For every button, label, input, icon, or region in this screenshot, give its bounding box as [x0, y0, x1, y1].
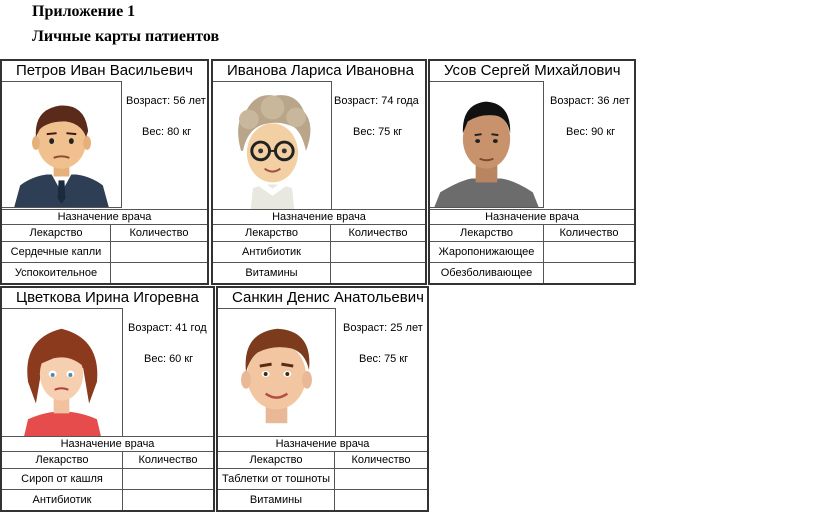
patient-name: Цветкова Ирина Игоревна: [16, 289, 199, 306]
quantity-column-header: Количество: [543, 225, 634, 241]
patient-name: Усов Сергей Михайлович: [444, 62, 621, 79]
table-row: [2, 489, 213, 510]
medicine-cell: Антибиотик: [242, 246, 301, 258]
patient-weight: Вес: 90 кг: [566, 126, 616, 138]
patient-age: Возраст: 25 лет: [343, 322, 423, 334]
appendix-title: Приложение 1: [32, 3, 136, 20]
quantity-cell[interactable]: [110, 263, 207, 283]
table-column-headers: [213, 224, 425, 241]
patient-photo: [2, 308, 123, 437]
patient-card-petrov: [0, 59, 209, 285]
quantity-column-header: Количество: [110, 225, 207, 241]
patient-card-tsvetkova: [0, 286, 215, 512]
table-row: [2, 262, 207, 283]
patient-weight: Вес: 60 кг: [144, 353, 194, 365]
prescription-table: [218, 436, 427, 510]
quantity-cell[interactable]: [543, 263, 634, 283]
patient-card-usov: [428, 59, 636, 285]
patient-card-ivanova: [211, 59, 427, 285]
patient-age: Возраст: 74 года: [334, 95, 419, 107]
prescription-header: Назначение врача: [430, 209, 634, 224]
patient-photo: [213, 81, 332, 210]
table-row: [2, 241, 207, 262]
quantity-column-header: Количество: [122, 452, 213, 468]
table-column-headers: [2, 224, 207, 241]
patient-age: Возраст: 56 лет: [126, 95, 206, 107]
woman-brown-bob-avatar-icon: [2, 309, 122, 436]
medicine-cell: Таблетки от тошноты: [221, 473, 331, 485]
medicine-cell: Витамины: [245, 267, 298, 279]
young-man-brown-hair-avatar-icon: [218, 309, 335, 436]
table-row: [218, 489, 427, 510]
patient-weight: Вес: 75 кг: [359, 353, 409, 365]
patient-card-sankin: [216, 286, 429, 512]
quantity-cell[interactable]: [330, 263, 425, 283]
patient-age: Возраст: 41 год: [128, 322, 207, 334]
patient-weight: Вес: 80 кг: [142, 126, 192, 138]
prescription-header: Назначение врача: [213, 209, 425, 224]
man-dark-hair-suit-avatar-icon: [2, 82, 121, 207]
patient-photo: [218, 308, 336, 437]
patient-photo: [430, 81, 544, 208]
section-title: Личные карты патиентов: [32, 28, 220, 45]
patient-weight: Вес: 75 кг: [353, 126, 403, 138]
quantity-cell[interactable]: [543, 242, 634, 262]
table-row: [213, 262, 425, 283]
medicine-column-header: Лекарство: [244, 227, 298, 239]
patient-name: Иванова Лариса Ивановна: [227, 62, 414, 79]
prescription-header: Назначение врача: [2, 436, 213, 451]
prescription-table: [213, 209, 425, 283]
table-row: [2, 468, 213, 489]
quantity-cell[interactable]: [110, 242, 207, 262]
table-row: [218, 468, 427, 489]
medicine-column-header: Лекарство: [35, 454, 89, 466]
quantity-cell[interactable]: [334, 490, 427, 510]
patient-name: Санкин Денис Анатольевич: [232, 289, 424, 306]
medicine-column-header: Лекарство: [459, 227, 513, 239]
patient-photo: [2, 81, 122, 208]
table-row: [213, 241, 425, 262]
table-column-headers: [218, 451, 427, 468]
medicine-cell: Жаропонижающее: [438, 246, 535, 258]
patient-age: Возраст: 36 лет: [550, 95, 630, 107]
medicine-cell: Антибиотик: [32, 494, 92, 506]
prescription-table: [2, 209, 207, 283]
quantity-cell[interactable]: [334, 469, 427, 489]
medicine-column-header: Лекарство: [29, 227, 83, 239]
man-realistic-portrait-avatar-icon: [430, 82, 543, 207]
patient-name: Петров Иван Васильевич: [16, 62, 193, 79]
table-row: [430, 241, 634, 262]
medicine-column-header: Лекарство: [249, 454, 303, 466]
prescription-table: [430, 209, 634, 283]
table-row: [430, 262, 634, 283]
prescription-header: Назначение врача: [2, 209, 207, 224]
table-column-headers: [2, 451, 213, 468]
medicine-cell: Сердечные капли: [10, 246, 102, 258]
medicine-cell: Обезболивающее: [440, 267, 533, 279]
quantity-cell[interactable]: [122, 469, 213, 489]
table-column-headers: [430, 224, 634, 241]
elderly-woman-glasses-avatar-icon: [213, 82, 331, 209]
medicine-cell: Успокоительное: [14, 267, 98, 279]
prescription-table: [2, 436, 213, 510]
quantity-cell[interactable]: [330, 242, 425, 262]
medicine-cell: Витамины: [249, 494, 303, 506]
medicine-cell: Сироп от кашля: [21, 473, 103, 485]
quantity-column-header: Количество: [330, 225, 425, 241]
prescription-header: Назначение врача: [218, 436, 427, 451]
quantity-column-header: Количество: [334, 452, 427, 468]
quantity-cell[interactable]: [122, 490, 213, 510]
